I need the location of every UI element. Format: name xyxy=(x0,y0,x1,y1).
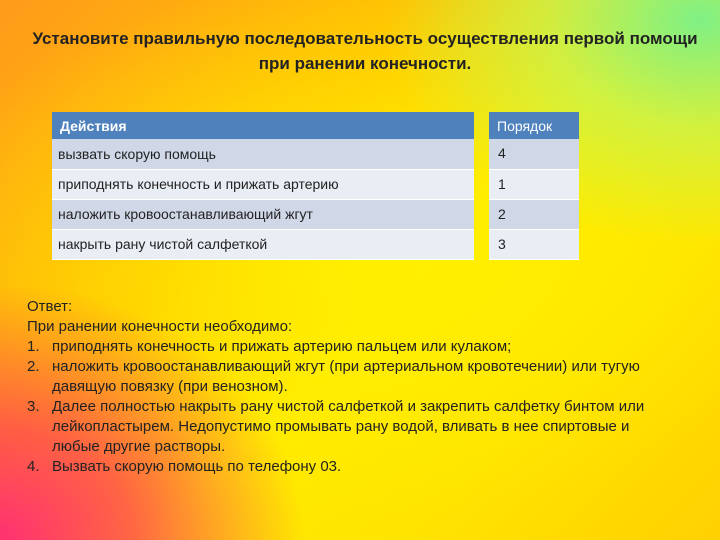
table-header-row xyxy=(52,112,474,139)
table-row xyxy=(489,229,579,259)
list-item-text: Далее полностью накрыть рану чистой салфеткой и закрепить салфетку бинтом или лейкопластырем. Недопустимо промывать рану водой, вливать в нее спиртовые и любые другие растворы. xyxy=(52,398,645,455)
action-cell: вызвать скорую помощь xyxy=(52,139,474,169)
order-table xyxy=(489,112,579,260)
order-cell: 2 xyxy=(489,199,579,229)
list-item xyxy=(27,397,677,457)
list-item-number: 1. xyxy=(27,338,40,355)
table-row xyxy=(52,199,474,229)
list-item-number: 2. xyxy=(27,358,40,375)
actions-table xyxy=(52,112,474,260)
action-cell: накрыть рану чистой салфеткой xyxy=(52,229,474,259)
table-row xyxy=(52,229,474,259)
order-cell: 1 xyxy=(489,169,579,199)
action-cell: приподнять конечность и прижать артерию xyxy=(52,169,474,199)
list-item xyxy=(27,457,677,477)
table-header-row xyxy=(489,112,579,139)
list-item-number: 4. xyxy=(27,458,40,475)
order-cell: 4 xyxy=(489,139,579,169)
answer-intro: При ранении конечности необходимо: xyxy=(27,318,293,335)
slide-title: Установите правильную последовательность осуществления первой помощи при ранении конечности. xyxy=(32,29,698,73)
order-cell: 3 xyxy=(489,229,579,259)
list-item-text: приподнять конечность и прижать артерию пальцем или кулаком; xyxy=(52,338,512,355)
list-item xyxy=(27,337,677,357)
table-row xyxy=(489,169,579,199)
list-item xyxy=(27,357,677,397)
answer-list xyxy=(27,337,677,477)
actions-header: Действия xyxy=(52,112,474,139)
list-item-text: Вызвать скорую помощь по телефону 03. xyxy=(52,458,342,475)
list-item-number: 3. xyxy=(27,398,40,415)
order-header: Порядок xyxy=(489,112,579,139)
list-item-text: наложить кровоостанавливающий жгут (при артериальном кровотечении) или тугую давящую повязку (при венозном). xyxy=(52,358,640,395)
table-row xyxy=(489,139,579,169)
answer-block xyxy=(27,297,677,477)
action-cell: наложить кровоостанавливающий жгут xyxy=(52,199,474,229)
table-row xyxy=(489,199,579,229)
answer-heading: Ответ: xyxy=(27,298,73,315)
table-row xyxy=(52,169,474,199)
table-row xyxy=(52,139,474,169)
